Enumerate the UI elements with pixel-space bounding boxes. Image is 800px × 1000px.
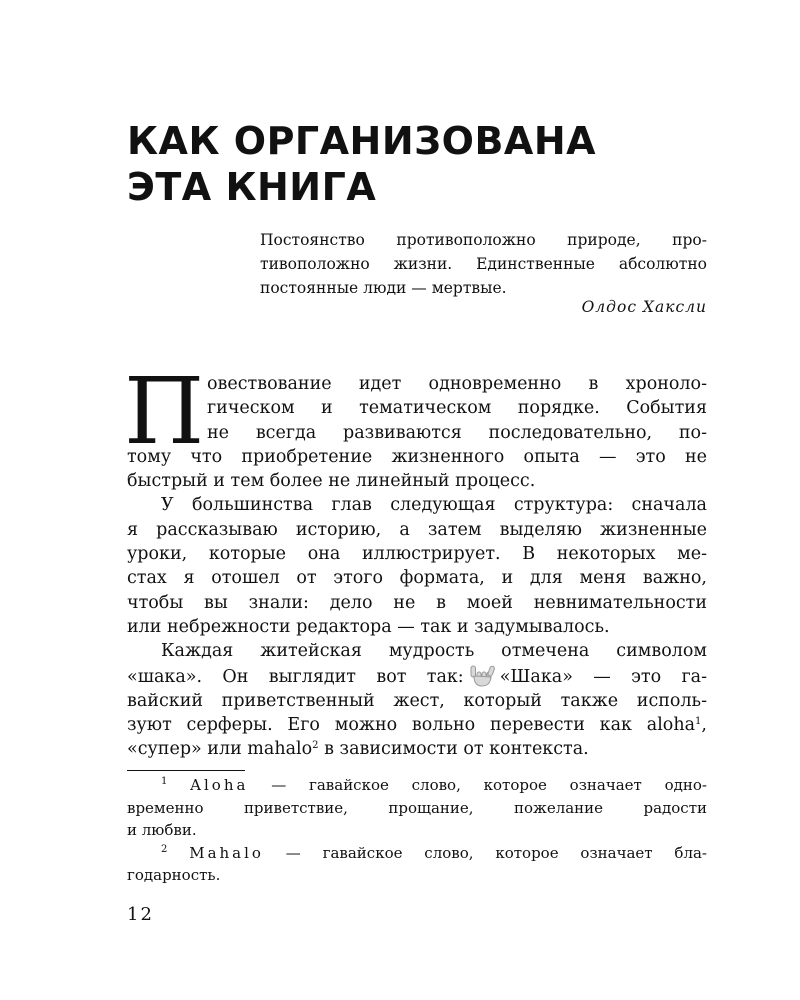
body-line: чтобы вы знали: дело не в моей невнимательности xyxy=(127,592,707,613)
footnote-line: годарность. xyxy=(127,866,221,884)
epigraph xyxy=(260,228,707,300)
body-line: овествование идет одновременно в хроноло- xyxy=(207,374,707,394)
epigraph-line: постоянные люди — мертвые. xyxy=(260,279,507,297)
footnote-term: Mahalo xyxy=(189,843,264,862)
epigraph-line: тивоположно жизни. Единственные абсолютно xyxy=(260,255,707,273)
epigraph-line: Постоянство противоположно природе, про- xyxy=(260,231,707,249)
body-line xyxy=(127,664,707,689)
paragraph-1 xyxy=(127,372,707,493)
body-line: уроки, которые она иллюстрирует. В некоторых ме- xyxy=(127,544,707,565)
body-text-segment: в зависимости от контекста. xyxy=(318,739,589,760)
body-text-segment: «супер» или mahalo xyxy=(127,739,313,760)
footnote-number: 2 xyxy=(161,843,168,855)
paragraph-2 xyxy=(127,493,707,639)
footnotes xyxy=(127,774,707,887)
footnote-number: 1 xyxy=(161,776,168,787)
drop-cap: П xyxy=(124,358,205,465)
book-page xyxy=(124,0,708,1000)
footnote-text: — гавайское слово, которое означает бла- xyxy=(263,843,708,862)
footnote-line: временно приветствие, прощание, пожелание радости xyxy=(127,798,707,817)
footnote-line: и любви. xyxy=(127,821,197,839)
body-line: У большинства глав следующая структура: сначала xyxy=(161,495,707,516)
chapter-title-line-1: КАК ОРГАНИЗОВАНА xyxy=(127,119,597,163)
epigraph-author: Олдос Хаксли xyxy=(581,298,707,316)
body-line: не всегда развиваются последовательно, по- xyxy=(207,422,707,443)
body-line: я рассказываю историю, а затем выделяю жизненные xyxy=(127,519,707,540)
body-line: Каждая житейская мудрость отмечена символом xyxy=(161,641,707,662)
shaka-hand-icon xyxy=(468,664,496,688)
body-line: тому что приобретение жизненного опыта — это не xyxy=(127,446,707,467)
chapter-title xyxy=(127,118,596,210)
body-line: гическом и тематическом порядке. События xyxy=(207,398,707,419)
body-text-segment: «Шака» — это га- xyxy=(499,666,707,687)
body-line xyxy=(127,737,707,761)
footnote-line xyxy=(127,842,707,865)
paragraph-3 xyxy=(127,639,707,761)
footnote-divider xyxy=(127,770,245,771)
footnote-ref-1[interactable]: 1 xyxy=(695,716,702,728)
body-line: или небрежности редактора — так и задумывалось. xyxy=(127,616,610,637)
page-number: 12 xyxy=(127,904,154,925)
footnote-term: Aloha xyxy=(190,776,249,794)
body-text xyxy=(124,358,707,762)
footnote-2 xyxy=(127,842,707,887)
footnote-text: — гавайское слово, которое означает одно- xyxy=(248,776,707,794)
body-text-segment: «шака». Он выглядит вот так: xyxy=(127,666,464,687)
footnote-1 xyxy=(127,774,707,842)
body-line: стах я отошел от этого формата, и для меня важно, xyxy=(127,568,707,589)
body-line: вайский приветственный жест, который также исполь- xyxy=(127,690,707,711)
body-line xyxy=(127,713,707,737)
body-text-segment: зуют серферы. Его можно вольно перевести как aloha xyxy=(127,715,696,736)
body-text-segment: , xyxy=(701,715,707,736)
chapter-title-line-2: ЭТА КНИГА xyxy=(127,165,377,209)
body-line: быстрый и тем более не линейный процесс. xyxy=(127,471,536,492)
footnote-line xyxy=(127,774,707,797)
footnote-ref-2[interactable]: 2 xyxy=(312,740,319,752)
